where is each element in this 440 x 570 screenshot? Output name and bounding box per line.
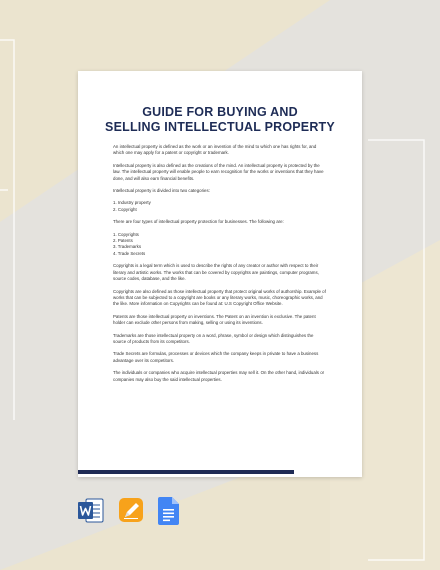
title-line-2: SELLING INTELLECTUAL PROPERTY [105,120,335,134]
list-item: 3. Trademarks [113,244,142,250]
document-body [113,144,327,389]
categories-list [113,200,327,213]
list-item: 2. Patents [113,238,133,244]
paragraph-creations: Intellectual property is also defined as the creations of the mind. An intellectual property is protected by the law. The intellectual property will enable people to earn recognition for the works or inventions that they have done, and will also earn financial benefits. [113,162,324,181]
paragraph-categories-intro: Intellectual property is divided into two categories: [113,188,210,194]
title-line-1: GUIDE FOR BUYING AND [142,105,298,119]
list-item: 1. Industry property [113,200,151,206]
paragraph-copyrights-2: Copyrights are also defined as those intellectual property that protect original works of authorship. Example of works that can be subjected to a copyright are books or any literary works, music, choreographic works, and the like. More information on Copyrights can be found at: U.S Copyright Office Website. [113,288,326,307]
list-item: 2. Copyright [113,206,137,212]
paragraph-patents: Patents are those intellectual property on inventions. The Patent on an invention is exclusive. The patent holder can exclude other persons from making, selling or using its inventions. [113,313,316,326]
paragraph-types-intro: There are four types of intellectual property protection for businesses. The following are: [113,219,284,225]
types-list [113,232,327,258]
paragraph-buy-sell: The individuals or companies who acquire intellectual properties may sell it. On the other hand, individuals or companies may also buy the said intellectual properties. [113,370,325,382]
paragraph-copyrights: Copyrights is a legal term which is used to describe the rights of any creator or author with respect to their literary and artistic works. The works that can be covered by copyrights are paintings, computer programs, source codes, database, and the like. [113,263,319,282]
paragraph-trade-secrets: Trade Secrets are formulas, processes or devices which the company keeps in private to have a business advantage over its competitors. [113,351,319,363]
google-docs-icon[interactable] [158,497,180,525]
footer-bar [78,470,294,474]
list-item: 1. Copyrights [113,231,139,237]
paragraph-trademarks: Trademarks are those intellectual property on a word, phrase, symbol or design which distinguishes the source of products from its competitors. [113,332,314,344]
paragraph-definition: An intellectual property is defined as the work or an invention of the mind to which one has rights for, and which one may apply for a patent or copyright or trademark. [113,144,317,156]
document-title [88,105,352,135]
microsoft-word-icon[interactable] [78,497,104,524]
list-item: 4. Trade Secrets [113,250,146,256]
apple-pages-icon[interactable] [118,497,144,524]
document-page [78,71,362,477]
